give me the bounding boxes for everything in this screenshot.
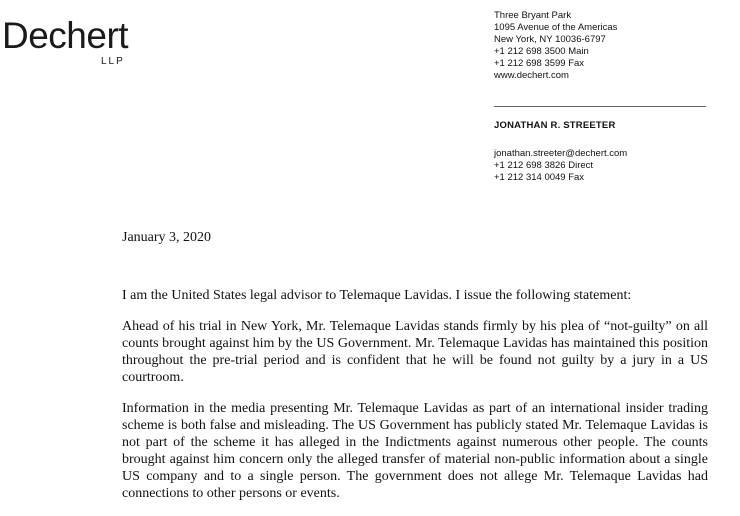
address-line-city: New York, NY 10036-6797 — [494, 34, 606, 45]
attorney-direct-phone: +1 212 698 3826 Direct — [494, 160, 594, 171]
address-line-avenue: 1095 Avenue of the Americas — [494, 22, 618, 33]
attorney-name: JONATHAN R. STREETER — [494, 120, 616, 131]
attorney-email: jonathan.streeter@dechert.com — [494, 148, 628, 159]
address-line-website: www.dechert.com — [494, 70, 569, 81]
letter-body — [122, 287, 708, 516]
address-line-fax: +1 212 698 3599 Fax — [494, 58, 585, 69]
logo-llp-suffix: LLP — [101, 56, 125, 67]
paragraph-plea: Ahead of his trial in New York, Mr. Telemaque Lavidas stands firmly by his plea of “not-guilty” on all counts brought against him by the US Government. Mr. Telemaque Lavidas has maintained this position throughout the pre-trial period and is confident that he will be found not guilty by a jury in a US courtroom. — [122, 319, 708, 385]
address-line-main-phone: +1 212 698 3500 Main — [494, 46, 589, 57]
attorney-fax: +1 212 314 0049 Fax — [494, 172, 585, 183]
letterhead-divider — [494, 106, 706, 107]
paragraph-media: Information in the media presenting Mr. Telemaque Lavidas as part of an international insider trading scheme is both false and misleading. The US Government has publicly stated Mr. Telemaque Lavidas is not part of the scheme it has alleged in the Indictments against numerous other people. The counts brought against him concern only the alleged transfer of material non-public information about a single US company and to a single person. The government does not allege Mr. Telemaque Lavidas had connections to other persons or events. — [122, 401, 708, 501]
attorney-contact-block — [494, 148, 627, 184]
letter-date: January 3, 2020 — [122, 230, 212, 245]
logo-wordmark: Dechert — [2, 15, 129, 56]
address-line-street: Three Bryant Park — [494, 10, 572, 21]
firm-address-block — [494, 10, 617, 82]
paragraph-intro: I am the United States legal advisor to Telemaque Lavidas. I issue the following statement: — [122, 288, 632, 303]
firm-logo — [2, 15, 129, 67]
